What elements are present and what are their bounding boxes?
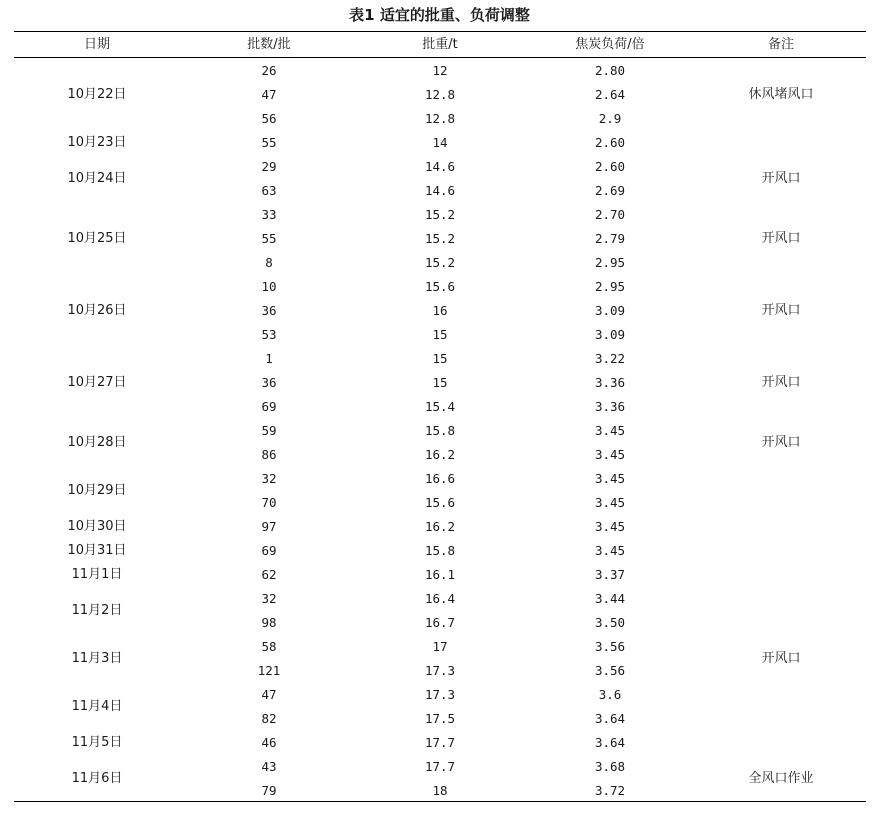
- cell-coke-load: 2.69: [594, 183, 626, 198]
- cell-remarks: 全风口作业: [748, 771, 814, 786]
- cell-batch-weight: 15.2: [424, 231, 456, 246]
- cell-batch-weight: 16.2: [424, 447, 456, 462]
- cell-coke-load: 2.95: [594, 279, 626, 294]
- cell-batches: 1: [265, 351, 273, 366]
- cell-coke-load: 3.6: [598, 687, 622, 702]
- cell-batches: 36: [261, 375, 277, 390]
- cell-date: 10月24日: [67, 171, 127, 186]
- cell-date: 11月5日: [71, 735, 123, 750]
- cell-batch-weight: 15.4: [424, 399, 456, 414]
- cell-batches: 62: [261, 567, 277, 582]
- cell-batches: 55: [261, 231, 277, 246]
- cell-coke-load: 2.64: [594, 87, 626, 102]
- cell-batch-weight: 15.6: [424, 279, 456, 294]
- cell-batch-weight: 16: [432, 303, 448, 318]
- cell-batch-weight: 17.3: [424, 663, 456, 678]
- cell-batches: 121: [257, 663, 281, 678]
- cell-batch-weight: 16.4: [424, 591, 456, 606]
- cell-batches: 86: [261, 447, 277, 462]
- cell-batch-weight: 17.3: [424, 687, 456, 702]
- cell-batch-weight: 12: [432, 63, 448, 78]
- cell-batch-weight: 15.8: [424, 423, 456, 438]
- cell-batches: 69: [261, 543, 277, 558]
- header-batch-weight: 批重/t: [422, 37, 458, 52]
- cell-date: 11月4日: [71, 699, 123, 714]
- cell-batches: 53: [261, 327, 277, 342]
- cell-batches: 47: [261, 87, 277, 102]
- cell-date: 10月28日: [67, 435, 127, 450]
- cell-batch-weight: 17: [432, 639, 448, 654]
- cell-batches: 69: [261, 399, 277, 414]
- cell-coke-load: 2.60: [594, 159, 626, 174]
- cell-date: 10月26日: [67, 303, 127, 318]
- cell-coke-load: 2.60: [594, 135, 626, 150]
- cell-batches: 97: [261, 519, 277, 534]
- cell-date: 11月3日: [71, 651, 123, 666]
- cell-date: 10月22日: [67, 87, 127, 102]
- cell-coke-load: 3.36: [594, 399, 626, 414]
- cell-date: 11月2日: [71, 603, 123, 618]
- cell-date: 10月23日: [67, 135, 127, 150]
- cell-batch-weight: 12.8: [424, 111, 456, 126]
- header-date: 日期: [83, 37, 110, 52]
- cell-batch-weight: 15: [432, 327, 448, 342]
- cell-batch-weight: 16.7: [424, 615, 456, 630]
- bottom-rule: [14, 801, 866, 802]
- header-coke-load: 焦炭负荷/倍: [575, 37, 645, 52]
- cell-coke-load: 3.64: [594, 735, 626, 750]
- cell-batches: 36: [261, 303, 277, 318]
- cell-batch-weight: 18: [432, 783, 448, 798]
- cell-batch-weight: 17.5: [424, 711, 456, 726]
- cell-coke-load: 3.09: [594, 303, 626, 318]
- cell-date: 11月6日: [71, 771, 123, 786]
- cell-coke-load: 3.22: [594, 351, 626, 366]
- cell-batch-weight: 16.2: [424, 519, 456, 534]
- cell-remarks: 开风口: [761, 303, 801, 318]
- cell-batch-weight: 15.2: [424, 207, 456, 222]
- cell-coke-load: 3.37: [594, 567, 626, 582]
- cell-batch-weight: 15.8: [424, 543, 456, 558]
- cell-remarks: 开风口: [761, 171, 801, 186]
- table-title: 表1 适宜的批重、负荷调整: [349, 6, 530, 24]
- cell-coke-load: 2.95: [594, 255, 626, 270]
- cell-coke-load: 3.72: [594, 783, 626, 798]
- cell-coke-load: 2.79: [594, 231, 626, 246]
- cell-coke-load: 3.50: [594, 615, 626, 630]
- cell-date: 10月31日: [67, 543, 127, 558]
- cell-batch-weight: 16.1: [424, 567, 456, 582]
- cell-coke-load: 3.68: [594, 759, 626, 774]
- cell-batches: 26: [261, 63, 277, 78]
- cell-batch-weight: 14: [432, 135, 448, 150]
- cell-coke-load: 3.45: [594, 495, 626, 510]
- cell-batch-weight: 14.6: [424, 183, 456, 198]
- cell-batches: 82: [261, 711, 277, 726]
- cell-batches: 8: [265, 255, 273, 270]
- cell-batch-weight: 17.7: [424, 759, 456, 774]
- cell-batches: 55: [261, 135, 277, 150]
- cell-batches: 79: [261, 783, 277, 798]
- cell-batches: 29: [261, 159, 277, 174]
- cell-batches: 32: [261, 471, 277, 486]
- cell-coke-load: 3.45: [594, 543, 626, 558]
- cell-coke-load: 3.45: [594, 447, 626, 462]
- header-batches: 批数/批: [247, 37, 291, 52]
- cell-batch-weight: 14.6: [424, 159, 456, 174]
- cell-batch-weight: 12.8: [424, 87, 456, 102]
- header-rule: [14, 57, 866, 58]
- cell-batches: 47: [261, 687, 277, 702]
- cell-batch-weight: 15: [432, 351, 448, 366]
- cell-coke-load: 3.45: [594, 519, 626, 534]
- cell-coke-load: 3.56: [594, 663, 626, 678]
- cell-date: 10月27日: [67, 375, 127, 390]
- cell-remarks: 开风口: [761, 651, 801, 666]
- cell-batches: 58: [261, 639, 277, 654]
- cell-batches: 63: [261, 183, 277, 198]
- cell-batches: 70: [261, 495, 277, 510]
- cell-batches: 98: [261, 615, 277, 630]
- cell-date: 11月1日: [71, 567, 123, 582]
- cell-remarks: 休风堵风口: [748, 87, 814, 102]
- cell-remarks: 开风口: [761, 435, 801, 450]
- cell-date: 10月30日: [67, 519, 127, 534]
- cell-coke-load: 3.45: [594, 423, 626, 438]
- cell-batches: 32: [261, 591, 277, 606]
- header-remarks: 备注: [767, 37, 794, 52]
- cell-batches: 43: [261, 759, 277, 774]
- cell-coke-load: 3.64: [594, 711, 626, 726]
- cell-remarks: 开风口: [761, 231, 801, 246]
- cell-batches: 46: [261, 735, 277, 750]
- cell-batches: 10: [261, 279, 277, 294]
- cell-batches: 59: [261, 423, 277, 438]
- cell-coke-load: 2.80: [594, 63, 626, 78]
- cell-batch-weight: 15.6: [424, 495, 456, 510]
- cell-coke-load: 2.70: [594, 207, 626, 222]
- cell-coke-load: 3.44: [594, 591, 626, 606]
- cell-coke-load: 3.56: [594, 639, 626, 654]
- cell-batch-weight: 15.2: [424, 255, 456, 270]
- cell-batches: 56: [261, 111, 277, 126]
- cell-coke-load: 3.09: [594, 327, 626, 342]
- cell-date: 10月25日: [67, 231, 127, 246]
- cell-coke-load: 2.9: [598, 111, 622, 126]
- cell-date: 10月29日: [67, 483, 127, 498]
- cell-batch-weight: 15: [432, 375, 448, 390]
- cell-batch-weight: 16.6: [424, 471, 456, 486]
- cell-coke-load: 3.45: [594, 471, 626, 486]
- cell-batches: 33: [261, 207, 277, 222]
- top-rule: [14, 31, 866, 32]
- cell-coke-load: 3.36: [594, 375, 626, 390]
- cell-remarks: 开风口: [761, 375, 801, 390]
- cell-batch-weight: 17.7: [424, 735, 456, 750]
